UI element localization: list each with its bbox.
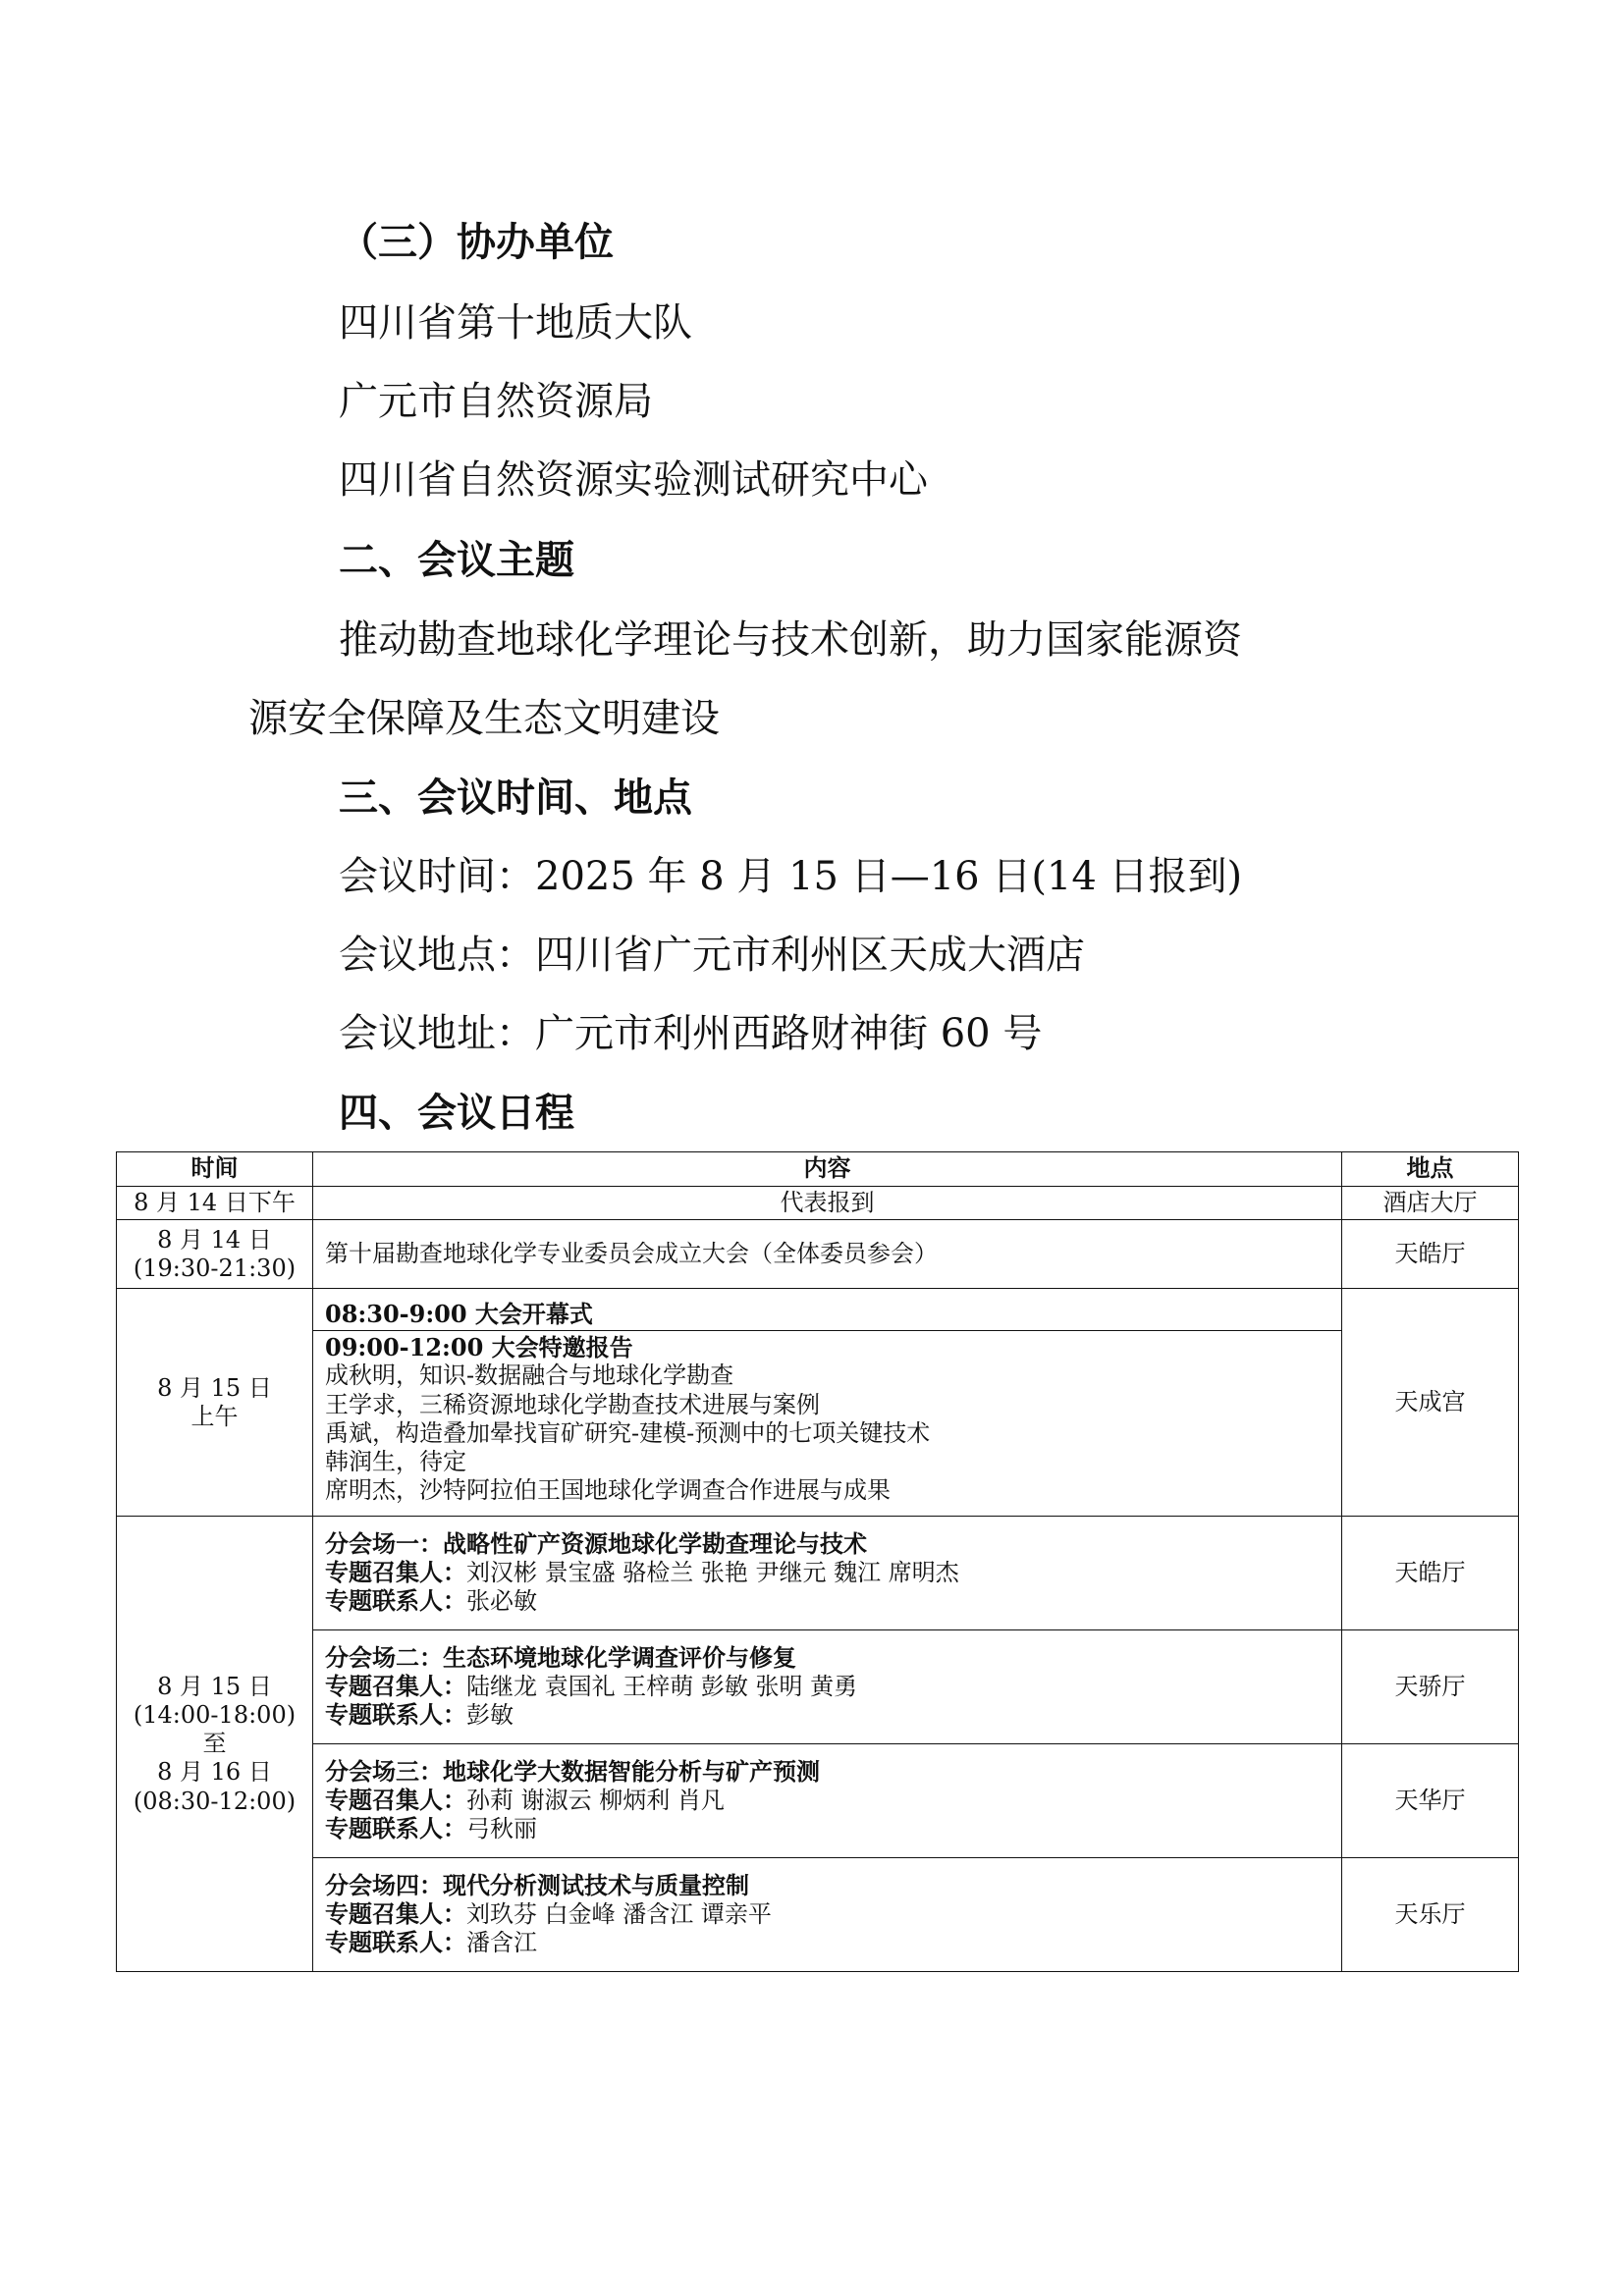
co-organizer-item: 四川省第十地质大队 xyxy=(339,300,692,346)
convener-label: 专题召集人： xyxy=(325,1900,466,1929)
contact-label: 专题联系人： xyxy=(325,1587,466,1616)
session-contact xyxy=(325,1701,1329,1730)
table-row xyxy=(117,1630,1519,1744)
place-cell: 天乐厅 xyxy=(1342,1858,1519,1972)
time-line: 上午 xyxy=(190,1402,239,1430)
session-conveners xyxy=(325,1900,1329,1929)
theme-heading: 二、会议主题 xyxy=(339,538,574,583)
time-line: 至 xyxy=(202,1730,227,1758)
time-line: 8 月 15 日 xyxy=(157,1672,272,1700)
time-line: (08:30-12:00) xyxy=(133,1787,297,1815)
content-cell: 第十届勘查地球化学专业委员会成立大会（全体委员参会） xyxy=(313,1220,1342,1289)
time-cell xyxy=(117,1220,313,1289)
meeting-address: 会议地址：广元市利州西路财神街 60 号 xyxy=(339,1011,1043,1056)
place-cell: 天皓厅 xyxy=(1342,1517,1519,1630)
content-cell xyxy=(313,1289,1342,1517)
table-header-row xyxy=(117,1152,1519,1187)
session-conveners xyxy=(325,1787,1329,1815)
session-cell xyxy=(313,1858,1342,1972)
session-cell xyxy=(313,1744,1342,1858)
invited-reports-title: 09:00-12:00 大会特邀报告 xyxy=(325,1333,633,1362)
convener-label: 专题召集人： xyxy=(325,1559,466,1587)
report-item: 王学求，三稀资源地球化学勘查技术进展与案例 xyxy=(325,1390,820,1418)
table-row xyxy=(117,1289,1519,1517)
report-item: 成秋明，知识-数据融合与地球化学勘查 xyxy=(325,1362,734,1390)
contact-label: 专题联系人： xyxy=(325,1815,466,1843)
content-column-header: 内容 xyxy=(313,1152,1342,1187)
place-cell: 天成宫 xyxy=(1342,1289,1519,1517)
schedule-table xyxy=(116,1151,1519,1972)
schedule-heading: 四、会议日程 xyxy=(339,1091,574,1136)
report-item: 韩润生，待定 xyxy=(325,1448,466,1476)
co-organizer-item: 广元市自然资源局 xyxy=(339,379,653,424)
table-row xyxy=(117,1744,1519,1858)
convener-label: 专题召集人： xyxy=(325,1787,466,1815)
meeting-place: 会议地点：四川省广元市利州区天成大酒店 xyxy=(339,933,1085,978)
convener-names: 刘汉彬 景宝盛 骆检兰 张艳 尹继元 魏江 席明杰 xyxy=(466,1559,959,1587)
time-line: 8 月 15 日 xyxy=(157,1373,272,1402)
session-conveners xyxy=(325,1559,1329,1587)
table-row xyxy=(117,1517,1519,1630)
place-cell: 天皓厅 xyxy=(1342,1220,1519,1289)
time-line: 8 月 16 日 xyxy=(157,1758,272,1787)
opening-title: 08:30-9:00 大会开幕式 xyxy=(325,1299,593,1328)
table-row xyxy=(117,1187,1519,1220)
table-row xyxy=(117,1858,1519,1972)
session-title: 分会场一：战略性矿产资源地球化学勘查理论与技术 xyxy=(325,1529,867,1558)
convener-names: 孙莉 谢淑云 柳炳利 肖凡 xyxy=(466,1787,725,1815)
convener-names: 刘玖芬 白金峰 潘含江 谭亲平 xyxy=(466,1900,772,1929)
contact-name: 张必敏 xyxy=(466,1587,537,1616)
session-cell xyxy=(313,1517,1342,1630)
session-contact xyxy=(325,1815,1329,1843)
session-title: 分会场四：现代分析测试技术与质量控制 xyxy=(325,1871,749,1899)
session-contact xyxy=(325,1929,1329,1957)
convener-label: 专题召集人： xyxy=(325,1673,466,1701)
invited-reports xyxy=(313,1330,1341,1508)
place-cell: 酒店大厅 xyxy=(1342,1187,1519,1220)
time-cell xyxy=(117,1289,313,1517)
contact-label: 专题联系人： xyxy=(325,1929,466,1957)
meeting-time: 会议时间：2025 年 8 月 15 日—16 日(14 日报到) xyxy=(339,854,1243,899)
theme-text-line: 推动勘查地球化学理论与技术创新，助力国家能源资 xyxy=(339,617,1242,663)
contact-label: 专题联系人： xyxy=(325,1701,466,1730)
place-column-header: 地点 xyxy=(1342,1152,1519,1187)
contact-name: 弓秋丽 xyxy=(466,1815,537,1843)
time-line: (14:00-18:00) xyxy=(133,1700,297,1729)
place-cell: 天华厅 xyxy=(1342,1744,1519,1858)
session-title: 分会场二：生态环境地球化学调查评价与修复 xyxy=(325,1643,796,1672)
opening-ceremony xyxy=(313,1298,1341,1330)
session-cell xyxy=(313,1630,1342,1744)
time-cell: 8 月 14 日下午 xyxy=(117,1187,313,1220)
place-cell: 天骄厅 xyxy=(1342,1630,1519,1744)
session-conveners xyxy=(325,1673,1329,1701)
time-cell xyxy=(117,1517,313,1972)
report-item: 席明杰，沙特阿拉伯王国地球化学调查合作进展与成果 xyxy=(325,1476,891,1505)
session-contact xyxy=(325,1587,1329,1616)
theme-text-line: 源安全保障及生态文明建设 xyxy=(248,696,720,741)
session-title: 分会场三：地球化学大数据智能分析与矿产预测 xyxy=(325,1757,820,1786)
contact-name: 潘含江 xyxy=(466,1929,537,1957)
table-row xyxy=(117,1220,1519,1289)
time-line: 8 月 14 日 xyxy=(157,1225,272,1254)
time-line: (19:30-21:30) xyxy=(133,1254,297,1282)
contact-name: 彭敏 xyxy=(466,1701,514,1730)
content-cell: 代表报到 xyxy=(313,1187,1342,1220)
co-organizers-heading: （三）协办单位 xyxy=(339,220,614,265)
time-place-heading: 三、会议时间、地点 xyxy=(339,775,692,821)
convener-names: 陆继龙 袁国礼 王梓萌 彭敏 张明 黄勇 xyxy=(466,1673,858,1701)
time-column-header: 时间 xyxy=(117,1152,313,1187)
report-item: 禹斌，构造叠加晕找盲矿研究-建模-预测中的七项关键技术 xyxy=(325,1418,931,1447)
co-organizer-item: 四川省自然资源实验测试研究中心 xyxy=(339,457,928,503)
